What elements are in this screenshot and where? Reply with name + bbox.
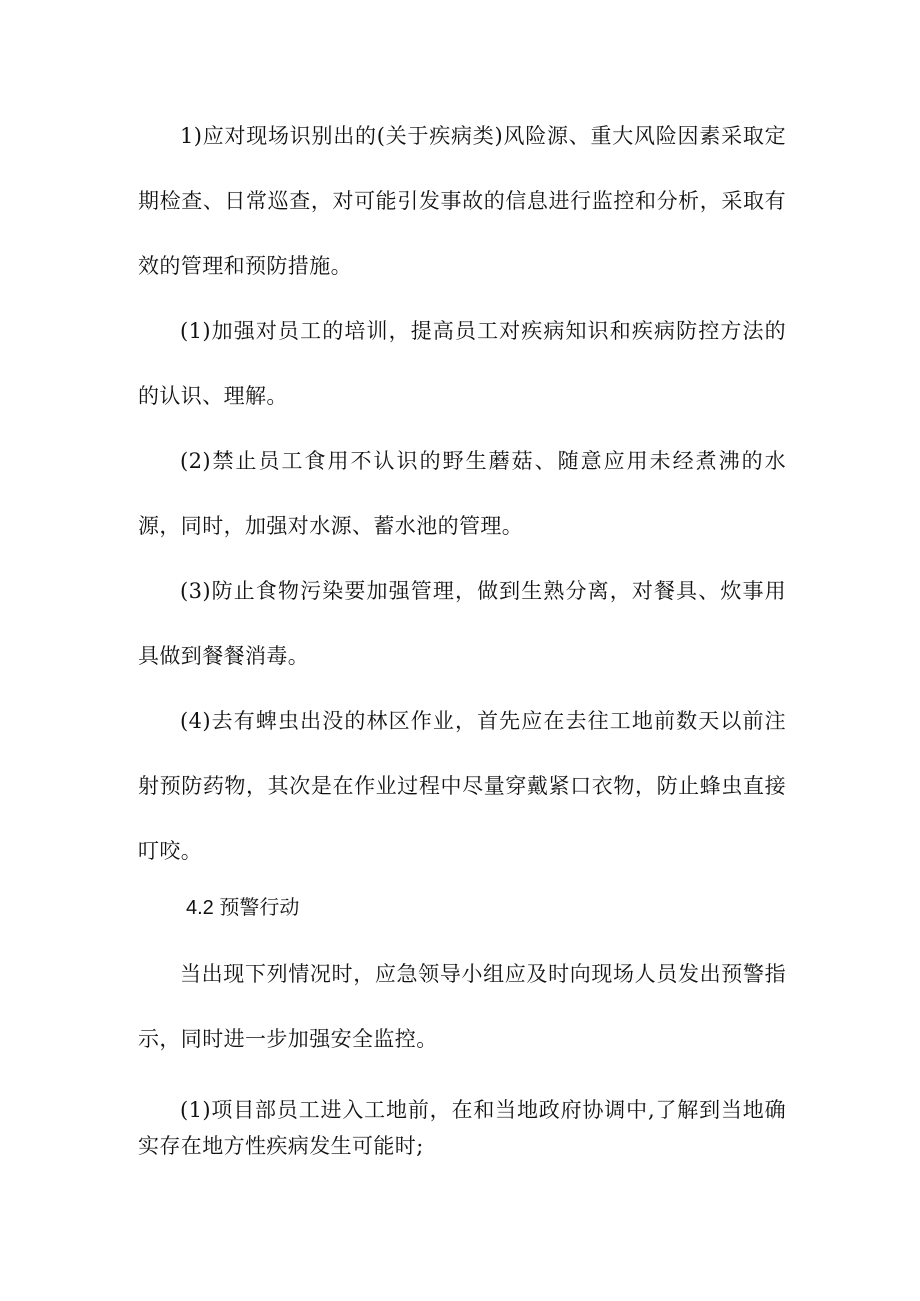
paragraph-warning-condition-1: (1)项目部员工进入工地前，在和当地政府协调中,了解到当地确实存在地方性疾病发生可能时; bbox=[138, 1098, 786, 1158]
section-heading: 4.2 预警行动 bbox=[186, 897, 300, 919]
paragraph-food-hygiene: (3)防止食物污染要加强管理，做到生熟分离，对餐具、炊事用具做到餐餐消毒。 bbox=[138, 579, 786, 668]
paragraph-risk-monitoring: 1)应对现场识别出的(关于疾病类)风险源、重大风险因素采取定期检查、日常巡查，对可能引发事故的信息进行监控和分析，采取有效的管理和预防措施。 bbox=[138, 124, 786, 278]
paragraph-tick-prevention: (4)去有蜱虫出没的林区作业，首先应在去往工地前数天以前注射预防药物，其次是在作业过程中尽量穿戴紧口衣物，防止蜂虫直接叮咬。 bbox=[138, 709, 786, 863]
paragraph-water-source: (2)禁止员工食用不认识的野生蘑菇、随意应用未经煮沸的水源，同时，加强对水源、蓄水池的管理。 bbox=[138, 449, 786, 538]
paragraph-warning-intro: 当出现下列情况时，应急领导小组应及时向现场人员发出预警指示，同时进一步加强安全监控。 bbox=[138, 962, 786, 1051]
paragraph-training: (1)加强对员工的培训，提高员工对疾病知识和疾病防控方法的的认识、理解。 bbox=[138, 319, 786, 408]
